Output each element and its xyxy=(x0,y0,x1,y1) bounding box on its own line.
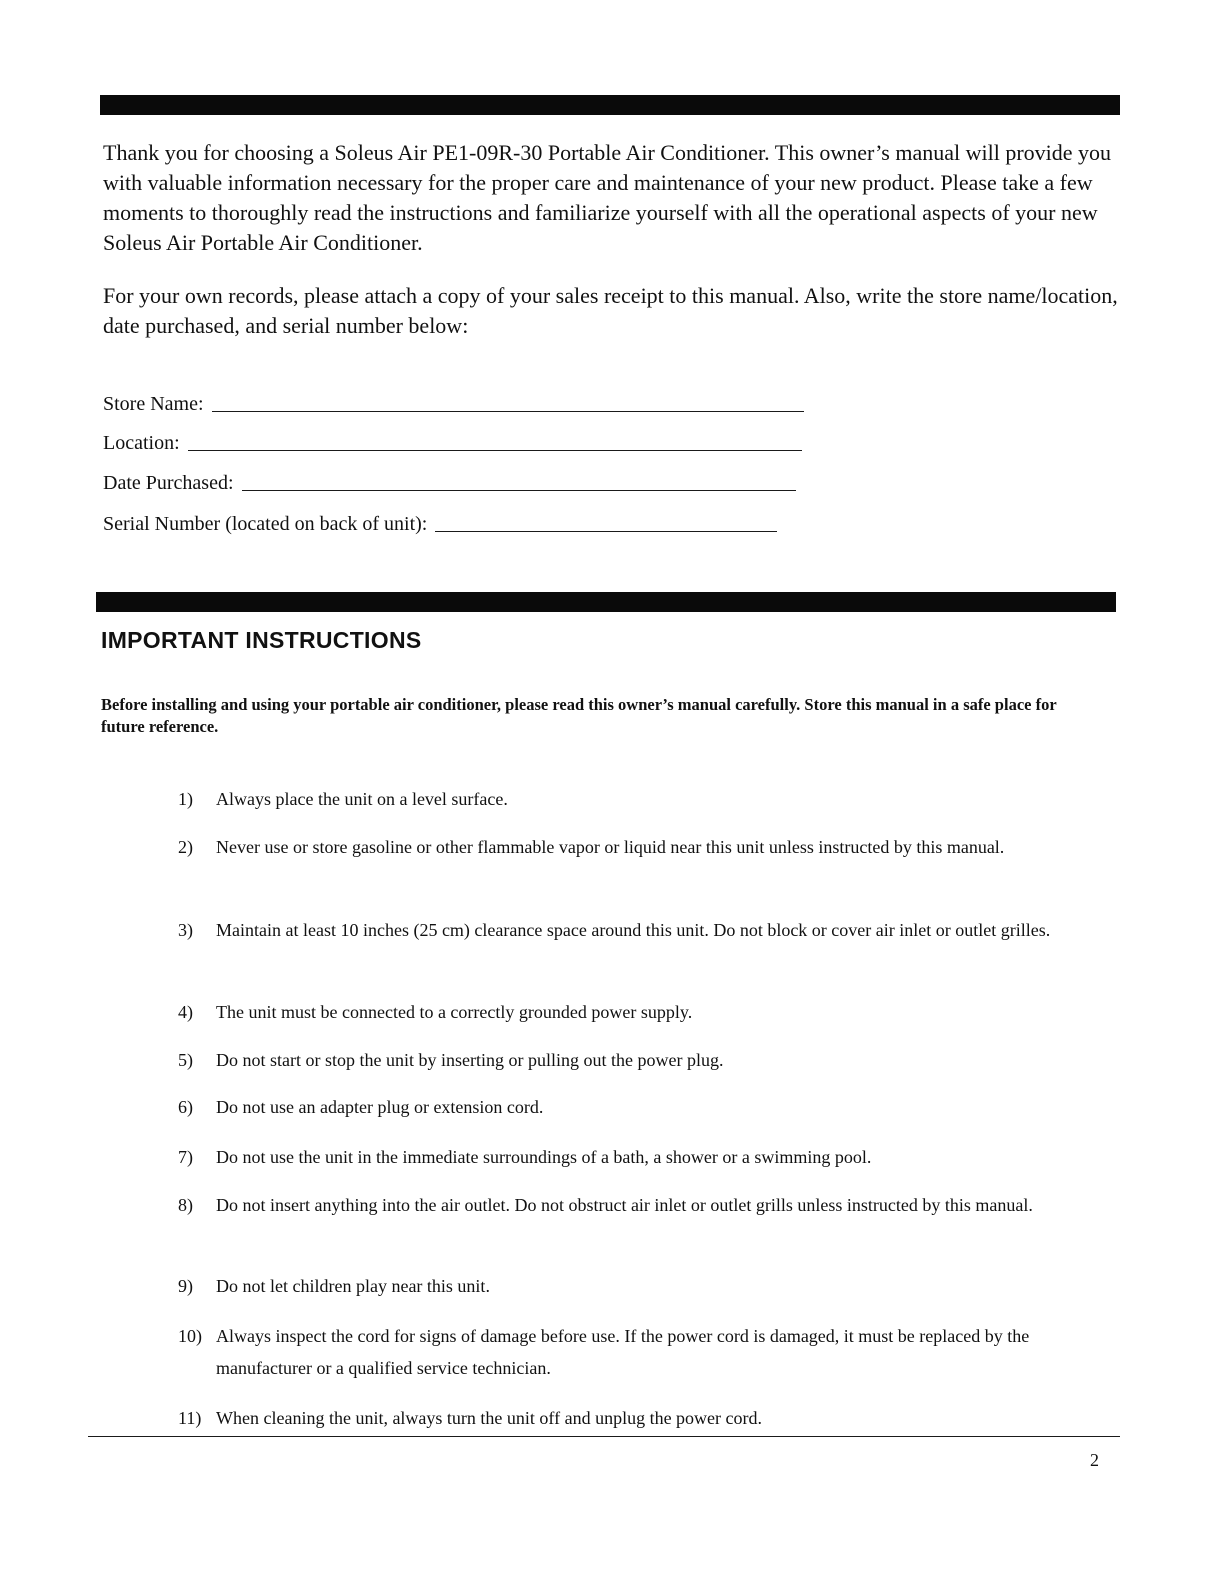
list-item-text: Maintain at least 10 inches (25 cm) clearance space around this unit. Do not block or cover air inlet or outlet grilles. xyxy=(216,920,1051,940)
store-name-field xyxy=(103,391,804,417)
date-purchased-blank-line xyxy=(242,472,796,491)
list-item xyxy=(178,1320,1098,1384)
section-heading: IMPORTANT INSTRUCTIONS xyxy=(101,627,422,653)
location-field xyxy=(103,430,802,456)
location-label: Location: xyxy=(103,432,180,454)
warning-paragraph: Before installing and using your portable air conditioner, please read this owner’s manual carefully. Store this manual in a safe place for future reference. xyxy=(101,695,1057,736)
list-item-text: Never use or store gasoline or other flammable vapor or liquid near this unit unless instructed by this manual. xyxy=(216,837,1005,857)
list-item xyxy=(178,1189,1098,1221)
list-item xyxy=(178,1402,1098,1434)
list-item-text: Do not start or stop the unit by inserting or pulling out the power plug. xyxy=(216,1050,724,1070)
list-item-number: 9) xyxy=(178,1276,193,1296)
serial-number-label: Serial Number (located on back of unit): xyxy=(103,513,428,535)
section-divider-bar-top xyxy=(100,95,1120,115)
list-item-text: Do not insert anything into the air outlet. Do not obstruct air inlet or outlet grills unless instructed by this manual. xyxy=(216,1195,1033,1215)
list-item-text: Always place the unit on a level surface. xyxy=(216,789,508,809)
store-name-label: Store Name: xyxy=(103,393,204,415)
serial-number-field xyxy=(103,511,777,537)
list-item-number: 10) xyxy=(178,1326,202,1346)
list-item-text: Do not let children play near this unit. xyxy=(216,1276,490,1296)
list-item xyxy=(178,1141,1098,1173)
list-item-number: 11) xyxy=(178,1408,202,1428)
list-item xyxy=(178,1044,1098,1076)
list-item-text: Always inspect the cord for signs of damage before use. If the power cord is damaged, it must be replaced by the manufacturer or a qualified service technician. xyxy=(216,1326,1030,1378)
page-number: 2 xyxy=(1090,1450,1099,1470)
list-item xyxy=(178,831,1098,863)
list-item-number: 3) xyxy=(178,920,193,940)
list-item-number: 8) xyxy=(178,1195,193,1215)
list-item-number: 7) xyxy=(178,1147,193,1167)
intro-paragraph: Thank you for choosing a Soleus Air PE1-09R-30 Portable Air Conditioner. This owner’s manual will provide you with valuable information necessary for the proper care and maintenance of your new product. Please take a few moments to thoroughly read the instructions and familiarize yourself with all the operational aspects of your new Soleus Air Portable Air Conditioner. xyxy=(103,140,1112,255)
list-item-text: Do not use an adapter plug or extension cord. xyxy=(216,1097,544,1117)
location-blank-line xyxy=(188,432,802,451)
serial-number-blank-line xyxy=(435,513,777,532)
date-purchased-field xyxy=(103,470,796,496)
list-item-number: 6) xyxy=(178,1097,193,1117)
receipt-instructions-paragraph: For your own records, please attach a copy of your sales receipt to this manual. Also, write the store name/location, date purchased, and serial number below: xyxy=(103,283,1118,338)
footer-rule xyxy=(88,1436,1120,1437)
date-purchased-label: Date Purchased: xyxy=(103,472,234,494)
list-item-number: 1) xyxy=(178,789,193,809)
list-item-number: 2) xyxy=(178,837,193,857)
list-item xyxy=(178,996,1098,1028)
list-item xyxy=(178,1091,1098,1123)
store-name-blank-line xyxy=(212,393,804,412)
section-divider-bar-middle xyxy=(96,592,1116,612)
list-item xyxy=(178,783,1098,815)
list-item xyxy=(178,914,1098,946)
list-item-number: 5) xyxy=(178,1050,193,1070)
list-item-text: The unit must be connected to a correctly grounded power supply. xyxy=(216,1002,693,1022)
list-item xyxy=(178,1270,1098,1302)
list-item-text: Do not use the unit in the immediate surroundings of a bath, a shower or a swimming pool. xyxy=(216,1147,872,1167)
list-item-text: When cleaning the unit, always turn the unit off and unplug the power cord. xyxy=(216,1408,763,1428)
list-item-number: 4) xyxy=(178,1002,193,1022)
